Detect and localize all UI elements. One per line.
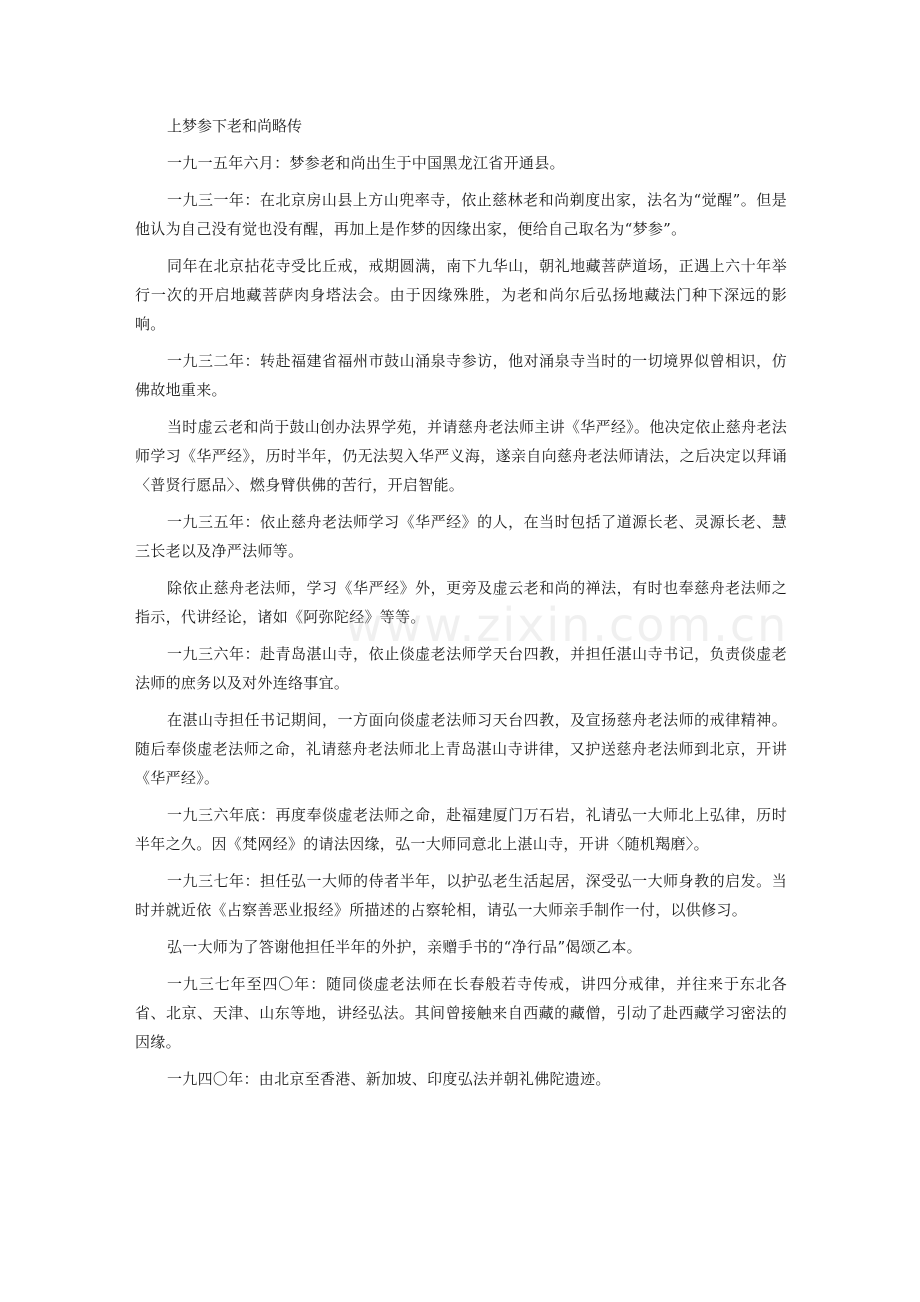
paragraph: 一九三六年底：再度奉倓虚老法师之命，赴福建厦门万石岩，礼请弘一大师北上弘律，历时半年之久。因《梵网经》的请法因缘，弘一大师同意北上湛山寺，开讲〈随机羯磨〉。 bbox=[135, 806, 787, 853]
watermark: www.zixin.com.cn bbox=[345, 598, 789, 652]
document-title: 上梦参下老和尚略传 bbox=[167, 117, 303, 135]
paragraph: 一九一五年六月：梦参老和尚出生于中国黑龙江省开通县。 bbox=[167, 154, 565, 172]
paragraph: 除依止慈舟老法师，学习《华严经》外，更旁及虚云老和尚的禅法，有时也奉慈舟老法师之指示，代讲经论，诸如《阿弥陀经》等等。 bbox=[135, 579, 787, 626]
paragraph: 同年在北京拈花寺受比丘戒，戒期圆满，南下九华山，朝礼地藏菩萨道场，正遇上六十年举行一次的开启地藏菩萨肉身塔法会。由于因缘殊胜，为老和尚尔后弘扬地藏法门种下深远的影响。 bbox=[135, 257, 787, 333]
paragraph: 一九三二年：转赴福建省福州市鼓山涌泉寺参访，他对涌泉寺当时的一切境界似曾相识，仿佛故地重来。 bbox=[135, 352, 787, 399]
paragraph: 一九三七年至四〇年：随同倓虚老法师在长春般若寺传戒，讲四分戒律，并往来于东北各省、北京、天津、山东等地，讲经弘法。其间曾接触来自西藏的藏僧，引动了赴西藏学习密法的因缘。 bbox=[135, 975, 787, 1051]
paragraph: 一九三一年：在北京房山县上方山兜率寺，依止慈林老和尚剃度出家，法名为“觉醒”。但是他认为自己没有觉也没有醒，再加上是作梦的因缘出家，便给自己取名为“梦参”。 bbox=[135, 191, 787, 238]
paragraph: 一九四〇年：由北京至香港、新加坡、印度弘法并朝礼佛陀遗迹。 bbox=[167, 1070, 611, 1088]
paragraph: 一九三七年：担任弘一大师的侍者半年，以护弘老生活起居，深受弘一大师身教的启发。当时并就近依《占察善恶业报经》所描述的占察轮相，请弘一大师亲手制作一付，以供修习。 bbox=[135, 872, 787, 919]
paragraph: 一九三六年：赴青岛湛山寺，依止倓虚老法师学天台四教，并担任湛山寺书记，负责倓虚老法师的庶务以及对外连络事宜。 bbox=[135, 645, 787, 692]
paragraph: 当时虚云老和尚于鼓山创办法界学苑，并请慈舟老法师主讲《华严经》。他决定依止慈舟老法师学习《华严经》，历时半年，仍无法契入华严义海，遂亲自向慈舟老法师请法，之后决定以拜诵〈普贤行愿品〉、燃身臂供佛的苦行，开启智能。 bbox=[135, 418, 787, 494]
paragraph: 一九三五年：依止慈舟老法师学习《华严经》的人，在当时包括了道源长老、灵源长老、慧三长老以及净严法师等。 bbox=[135, 513, 787, 560]
paragraph: 弘一大师为了答谢他担任半年的外护，亲赠手书的“净行品”偈颂乙本。 bbox=[167, 938, 642, 956]
paragraph: 在湛山寺担任书记期间，一方面向倓虚老法师习天台四教，及宣扬慈舟老法师的戒律精神。随后奉倓虚老法师之命，礼请慈舟老法师北上青岛湛山寺讲律，又护送慈舟老法师到北京，开讲《华严经》。 bbox=[135, 711, 787, 787]
document-body bbox=[135, 112, 787, 1102]
